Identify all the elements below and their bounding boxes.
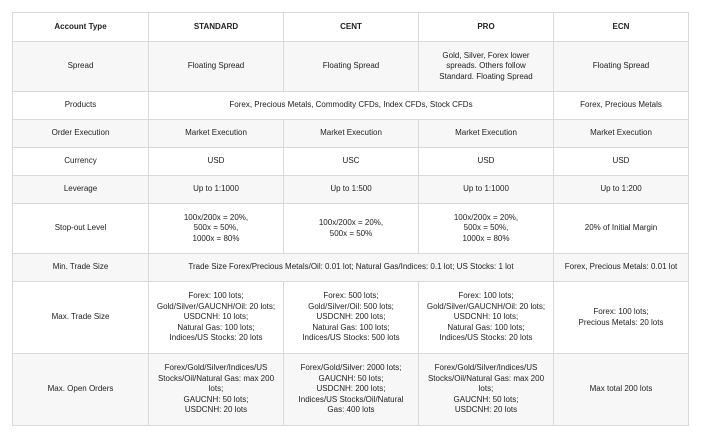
cell-pro: Forex/Gold/Silver/Indices/US Stocks/Oil/Natural Gas: max 200 lots; GAUCNH: 50 lots; USDCNH: 20 lots — [419, 354, 554, 426]
cell-standard: Market Execution — [149, 120, 284, 148]
cell-pro: 100x/200x = 20%, 500x = 50%, 1000x = 80% — [419, 204, 554, 254]
cell-pro: Up to 1:1000 — [419, 176, 554, 204]
row-leverage — [13, 176, 689, 204]
cell-standard: Up to 1:1000 — [149, 176, 284, 204]
cell-cent: Market Execution — [284, 120, 419, 148]
row-label: Stop-out Level — [13, 204, 149, 254]
row-min-trade-size — [13, 254, 689, 282]
row-products — [13, 92, 689, 120]
cell-standard: Floating Spread — [149, 42, 284, 92]
header-row — [13, 13, 689, 42]
cell-cent: Floating Spread — [284, 42, 419, 92]
cell-min-trade-merged: Trade Size Forex/Precious Metals/Oil: 0.01 lot; Natural Gas/Indices: 0.1 lot; US Stocks: 1 lot — [149, 254, 554, 282]
cell-ecn: Market Execution — [554, 120, 689, 148]
row-label: Currency — [13, 148, 149, 176]
cell-standard: Forex/Gold/Silver/Indices/US Stocks/Oil/Natural Gas: max 200 lots; GAUCNH: 50 lots; USDCNH: 20 lots — [149, 354, 284, 426]
cell-cent: USC — [284, 148, 419, 176]
cell-pro: Forex: 100 lots; Gold/Silver/GAUCNH/Oil: 20 lots; USDCNH: 10 lots; Natural Gas: 100 lots; Indices/US Stocks: 20 lots — [419, 282, 554, 354]
header-ecn: ECN — [554, 13, 689, 42]
row-order-execution — [13, 120, 689, 148]
cell-cent: Forex/Gold/Silver: 2000 lots; GAUCNH: 50 lots; USDCNH: 200 lots; Indices/US Stocks/Oil/Natural Gas: 400 lots — [284, 354, 419, 426]
cell-standard: Forex: 100 lots; Gold/Silver/GAUCNH/Oil: 20 lots; USDCNH: 10 lots; Natural Gas: 100 lots; Indices/US Stocks: 20 lots — [149, 282, 284, 354]
cell-cent: Forex: 500 lots; Gold/Silver/Oil: 500 lots; USDCNH: 200 lots; Natural Gas: 100 lots; Indices/US Stocks: 500 lots — [284, 282, 419, 354]
row-spread — [13, 42, 689, 92]
cell-standard: USD — [149, 148, 284, 176]
cell-products-merged: Forex, Precious Metals, Commodity CFDs, Index CFDs, Stock CFDs — [149, 92, 554, 120]
cell-cent: Up to 1:500 — [284, 176, 419, 204]
header-cent: CENT — [284, 13, 419, 42]
row-label: Spread — [13, 42, 149, 92]
cell-ecn: 20% of Initial Margin — [554, 204, 689, 254]
cell-cent: 100x/200x = 20%, 500x = 50% — [284, 204, 419, 254]
cell-ecn: USD — [554, 148, 689, 176]
row-label: Products — [13, 92, 149, 120]
cell-ecn: Forex, Precious Metals — [554, 92, 689, 120]
cell-pro: Market Execution — [419, 120, 554, 148]
row-stop-out — [13, 204, 689, 254]
account-comparison-table — [12, 12, 689, 426]
cell-pro: Gold, Silver, Forex lower spreads. Others follow Standard. Floating Spread — [419, 42, 554, 92]
cell-ecn: Forex, Precious Metals: 0.01 lot — [554, 254, 689, 282]
cell-ecn: Forex: 100 lots; Precious Metals: 20 lots — [554, 282, 689, 354]
row-max-open-orders — [13, 354, 689, 426]
cell-pro: USD — [419, 148, 554, 176]
cell-standard: 100x/200x = 20%, 500x = 50%, 1000x = 80% — [149, 204, 284, 254]
row-label: Max. Trade Size — [13, 282, 149, 354]
cell-ecn: Floating Spread — [554, 42, 689, 92]
cell-ecn: Max total 200 lots — [554, 354, 689, 426]
header-standard: STANDARD — [149, 13, 284, 42]
row-label: Leverage — [13, 176, 149, 204]
row-max-trade-size — [13, 282, 689, 354]
row-label: Min. Trade Size — [13, 254, 149, 282]
header-account-type: Account Type — [13, 13, 149, 42]
row-currency — [13, 148, 689, 176]
cell-ecn: Up to 1:200 — [554, 176, 689, 204]
row-label: Order Execution — [13, 120, 149, 148]
header-pro: PRO — [419, 13, 554, 42]
row-label: Max. Open Orders — [13, 354, 149, 426]
